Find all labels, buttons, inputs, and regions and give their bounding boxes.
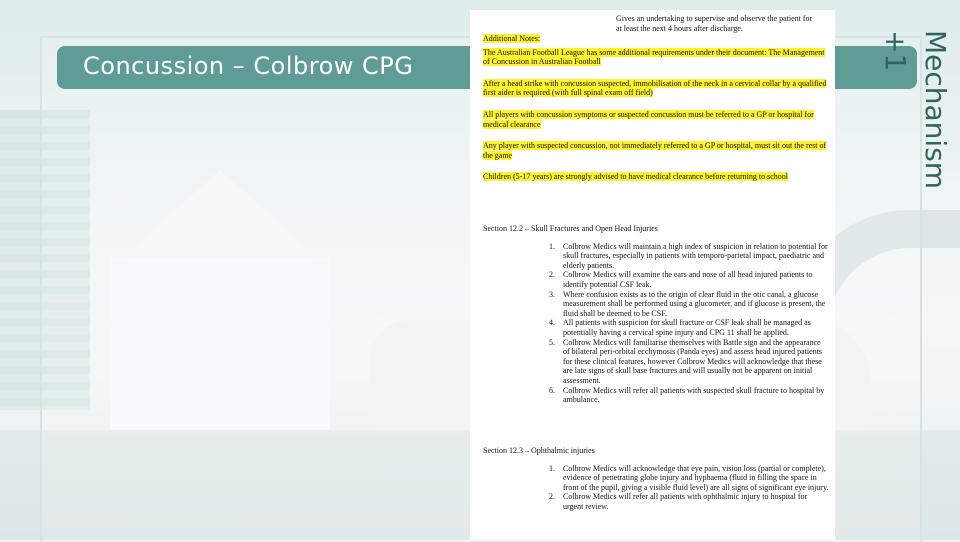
- additional-notes: [483, 34, 829, 194]
- list-item: 6. Colbrow Medics will refer all patients with suspected skull fracture to hospital by ambulance.: [549, 385, 825, 405]
- list-item: 1. Colbrow Medics will acknowledge that eye pain, vision loss (partial or complete), evidence of penetrating globe injury and hyphaema (fluid in filling the space in front of the pupil, giving a visible fluid level) are all signs of significant eye injury.: [549, 463, 829, 492]
- section-heading: Section 12.2 – Skull Fractures and Open Head Injuries: [483, 224, 658, 233]
- section-12-2: [483, 224, 829, 405]
- document-excerpt: [470, 10, 835, 540]
- list-item: 4. All patients with suspicion for skull fracture or CSF leak shall be managed as potentially having a cervical spine injury and CPG 11 shall be applied.: [549, 318, 811, 337]
- slide-title: Concussion – Colbrow CPG: [83, 52, 414, 80]
- side-label: Mechanism +1: [879, 30, 952, 190]
- note-paragraph: After a head strike with concussion suspected, immobilisation of the neck in a cervical collar by a qualified first aider is required (with full spinal exam off field): [483, 78, 827, 98]
- section-12-2-list: [483, 242, 829, 405]
- note-paragraph: Any player with suspected concussion, not immediately referred to a GP or hospital, must sit out the rest of the game: [483, 141, 827, 160]
- list-item: 2. Colbrow Medics will examine the ears and nose of all head injured patients to identify potential CSF leak.: [549, 270, 813, 289]
- list-item: 1. Colbrow Medics will maintain a high index of suspicion in relation to potential for skull fractures, especially in patients with temporo-parietal impact, paediatric and elderly patients.: [549, 241, 828, 270]
- note-paragraph: All players with concussion symptoms or suspected concussion must be referred to a GP or hospital for medical clearance: [483, 109, 814, 129]
- list-item: 3. Where confusion exists as to the origin of clear fluid in the otic canal, a glucose measurement shall be performed using a glucometer, and if glucose is present, the fluid shall be deemed to be CSF.: [549, 289, 826, 318]
- note-paragraph: Children (5-17 years) are strongly advised to have medical clearance before returning to school: [483, 172, 788, 182]
- note-paragraph: The Australian Football League has some additional requirements under their document: The Management of Concussion in Australian Football: [483, 47, 825, 67]
- additional-notes-heading: Additional Notes:: [483, 34, 541, 43]
- top-note: Gives an undertaking to supervise and observe the patient for at least the next 4 hours after discharge.: [616, 14, 813, 33]
- list-item: 2. Colbrow Medics will refer all patients with ophthalmic injury to hospital for urgent review.: [549, 492, 808, 511]
- section-12-3: [483, 446, 829, 512]
- list-item: 5. Colbrow Medics will familiarise themselves with Battle sign and the appearance of bilateral peri-orbital ecchymosis (Panda eyes) and assess head injured patients for these clinical features, however Colbrow Medics will acknowledge that these are late signs of skull base fractures and will usually not be apparent on initial assessment.: [549, 337, 823, 385]
- section-heading: Section 12.3 – Ophthalmic injuries: [483, 446, 595, 455]
- section-12-3-list: [483, 464, 829, 512]
